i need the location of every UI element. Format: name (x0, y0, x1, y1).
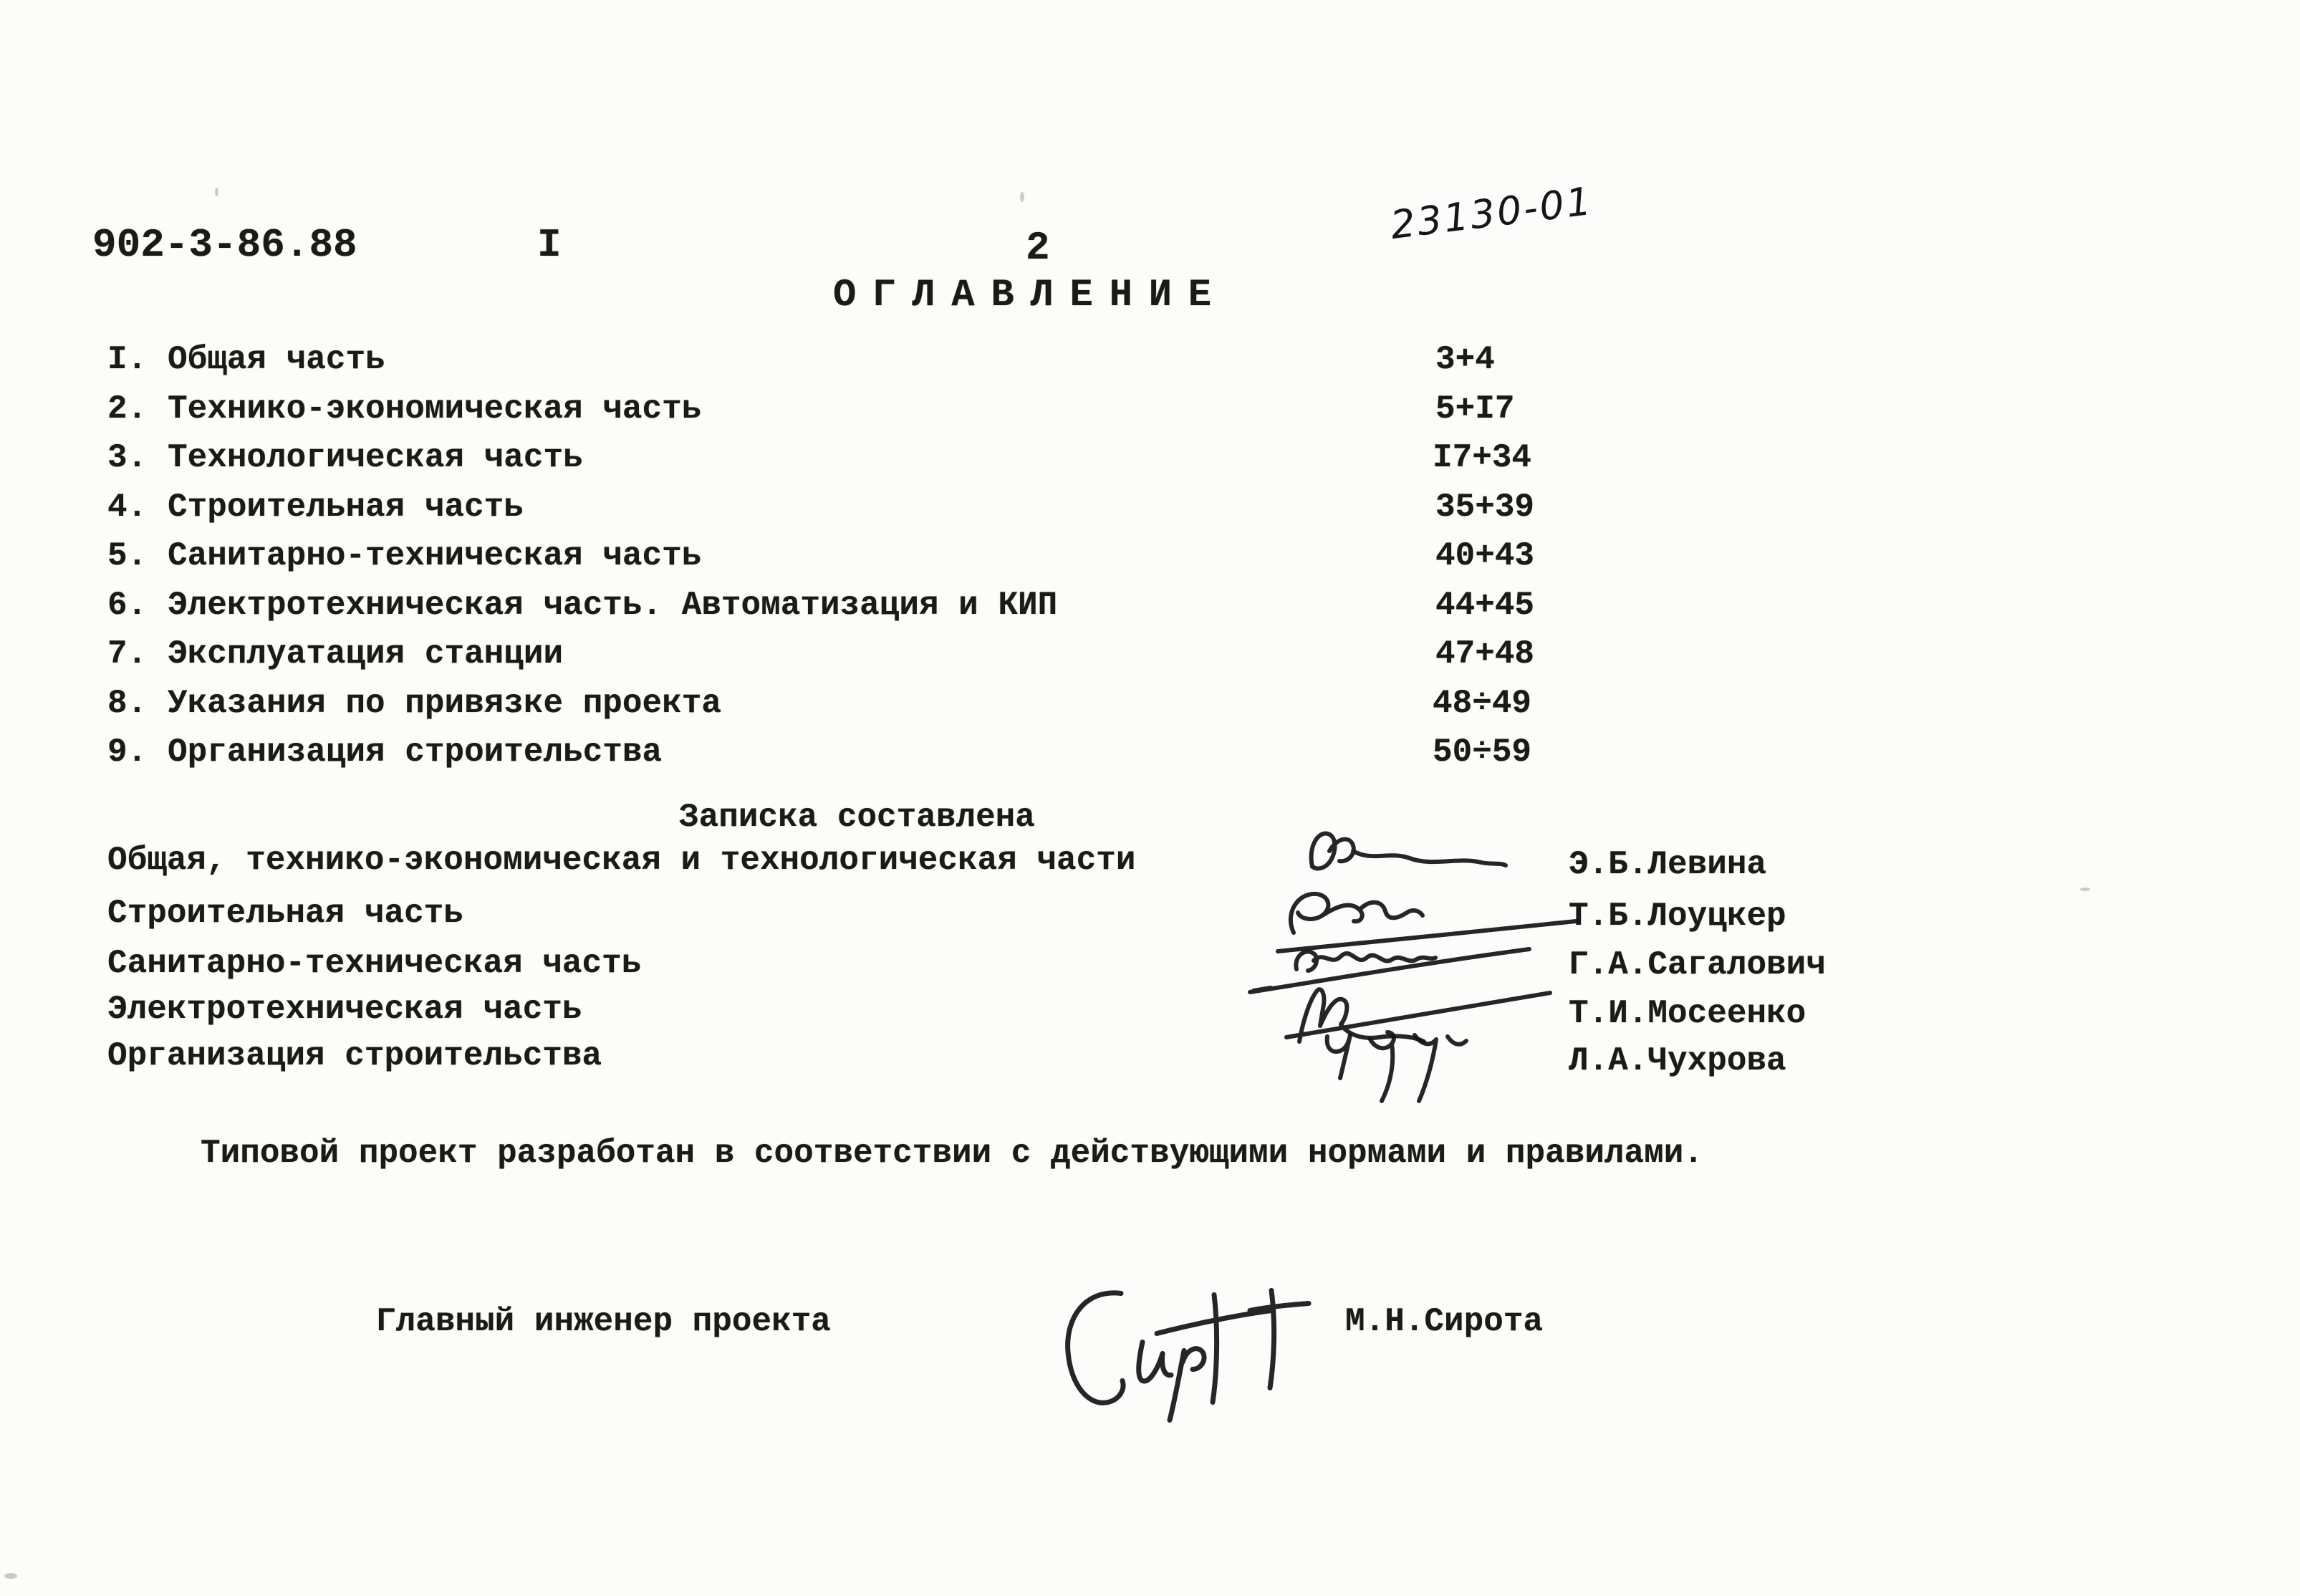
toc-item-number: 9. (107, 734, 148, 771)
toc-row (107, 736, 662, 769)
sirota-signature (1035, 1271, 1314, 1426)
toc-item-label: Электротехническая часть. Автоматизация и КИП (168, 587, 1058, 624)
toc-row (107, 390, 702, 428)
toc-item-pages: 48÷49 (1433, 685, 1532, 722)
handwritten-stamp: 23130-01 (1387, 178, 1596, 248)
toc-item-label: Технико-экономическая часть (168, 390, 702, 428)
note-row-label: Организация строительства (107, 1037, 602, 1075)
toc-row (107, 343, 385, 376)
note-row-name: Т.Б.Лоуцкер (1569, 898, 1786, 935)
toc-row (107, 687, 721, 720)
scan-speck (2080, 888, 2090, 891)
toc-item-label: Общая часть (168, 341, 385, 378)
toc-item-label: Строительная часть (168, 489, 524, 526)
toc-item-label: Технологическая часть (168, 439, 583, 476)
note-row-name: Л.А.Чухрова (1569, 1042, 1786, 1080)
note-row-label: Электротехническая часть (107, 991, 582, 1028)
toc-item-pages: 5+I7 (1435, 390, 1515, 428)
page-title: ОГЛАВЛЕНИЕ (833, 274, 1228, 317)
doc-number: 902-3-86.88 (92, 222, 357, 268)
toc-item-number: 5. (107, 537, 148, 575)
toc-row (107, 441, 583, 474)
footer-name: М.Н.Сирота (1345, 1303, 1544, 1340)
toc-row (107, 491, 524, 524)
toc-item-number: 2. (107, 390, 148, 428)
sheet-mark: I (537, 222, 562, 268)
toc-item-pages: 50÷59 (1433, 734, 1532, 771)
note-row-name: Г.А.Сагалович (1569, 946, 1826, 984)
scan-speck (1020, 192, 1024, 202)
toc-item-pages: 3+4 (1435, 341, 1495, 378)
scan-speck (4, 1573, 17, 1579)
note-row-name: Э.Б.Левина (1569, 846, 1767, 883)
note-heading: Записка составлена (679, 799, 1035, 836)
toc-item-label: Указания по привязке проекта (168, 685, 721, 722)
scan-speck (215, 188, 218, 196)
toc-row (107, 589, 1057, 622)
toc-item-number: 4. (107, 489, 148, 526)
toc-item-pages: 47+48 (1435, 635, 1535, 673)
toc-item-number: 8. (107, 685, 148, 722)
toc-item-number: 6. (107, 587, 148, 624)
note-row-label: Санитарно-техническая часть (107, 945, 642, 982)
page-number: 2 (1026, 225, 1050, 271)
note-row-label: Строительная часть (107, 895, 463, 932)
footer-role: Главный инженер проекта (376, 1303, 831, 1340)
toc-item-label: Эксплуатация станции (168, 635, 564, 673)
chukhrova-signature (1307, 1021, 1501, 1107)
note-row-label: Общая, технико-экономическая и технологическая части (107, 842, 1136, 879)
levina-signature (1296, 822, 1511, 883)
toc-row (107, 635, 564, 673)
toc-item-pages: 44+45 (1435, 587, 1535, 624)
toc-item-number: 7. (107, 635, 148, 673)
note-row-name: Т.И.Мосеенко (1569, 995, 1806, 1032)
toc-item-label: Санитарно-техническая часть (168, 537, 702, 575)
toc-item-pages: I7+34 (1433, 439, 1532, 476)
toc-item-number: 3. (107, 439, 148, 476)
statement-line: Типовой проект разработан в соответствии с действующими нормами и правилами. (201, 1135, 1703, 1172)
toc-item-number: I. (107, 341, 148, 378)
toc-item-pages: 35+39 (1435, 489, 1535, 526)
toc-row (107, 537, 702, 575)
toc-item-pages: 40+43 (1435, 537, 1535, 575)
toc-item-label: Организация строительства (168, 734, 663, 771)
